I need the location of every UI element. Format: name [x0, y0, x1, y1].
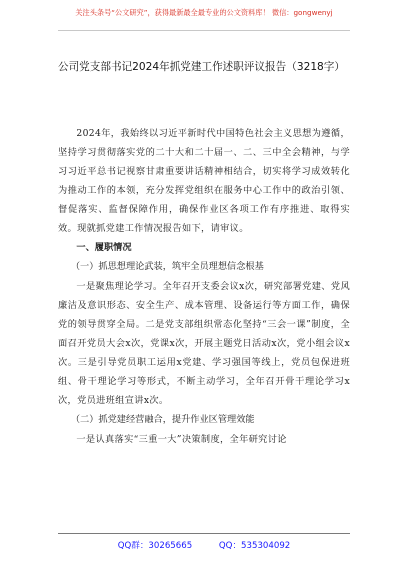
subsection-heading-theory: （一）抓思想理论武装，筑牢全员理想信念根基	[70, 261, 264, 272]
document-body	[58, 124, 350, 449]
subsection-heading-integration: （二）抓党建经营融合，提升作业区管理效能	[70, 414, 255, 425]
section-heading-performance: 一、履职情况	[76, 242, 132, 253]
footer-divider	[58, 533, 350, 534]
qq-number: QQ：535304092	[218, 541, 291, 551]
promo-banner: 关注头条号“公文研究”，获得最新最全最专业的公文资料库！ 微信：gongwenyj	[75, 8, 333, 17]
subsection-body-integration: 一是认真落实“三重一大”决策制度，全年研究讨论	[76, 434, 287, 445]
header-divider	[58, 30, 350, 31]
qq-group-number: QQ群：30265665	[117, 541, 193, 551]
contact-footer	[0, 539, 408, 551]
intro-paragraph: 2024年，我始终以习近平新时代中国特色社会主义思想为遵循，坚持学习贯彻落实党的二十大和二十届一、二、三中全会精神，与学习习近平总书记视察甘肃重要讲话精神相结合，切实将学习成效转化为推动工作的本领，充分发挥党组织在服务中心工作中的政治引领、督促落实、监督保障作用，确保作业区各项工作有序推进、取得实效。现就抓党建工作情况报告如下，请审议。	[58, 128, 350, 234]
document-title: 公司党支部书记2024年抓党建工作述职评议报告（3218字）	[58, 61, 345, 73]
subsection-body-theory: 一是聚焦理论学习。全年召开支委会议x次，研究部署党建、党风廉洁及意识形态、安全生产、成本管理、设备运行等方面工作，确保党的领导贯穿全局。二是党支部组织常态化坚持“三会一课”制度，全面召开党员大会x次，党课x次，开展主题党日活动x次，党小组会议x次。三是引导党员职工运用x党建、学习强国等线上，党员包保进班组、骨干理论学习等形式，不断主动学习，全年召开骨干理论学习x次，党员进班组宣讲x次。	[58, 281, 350, 406]
